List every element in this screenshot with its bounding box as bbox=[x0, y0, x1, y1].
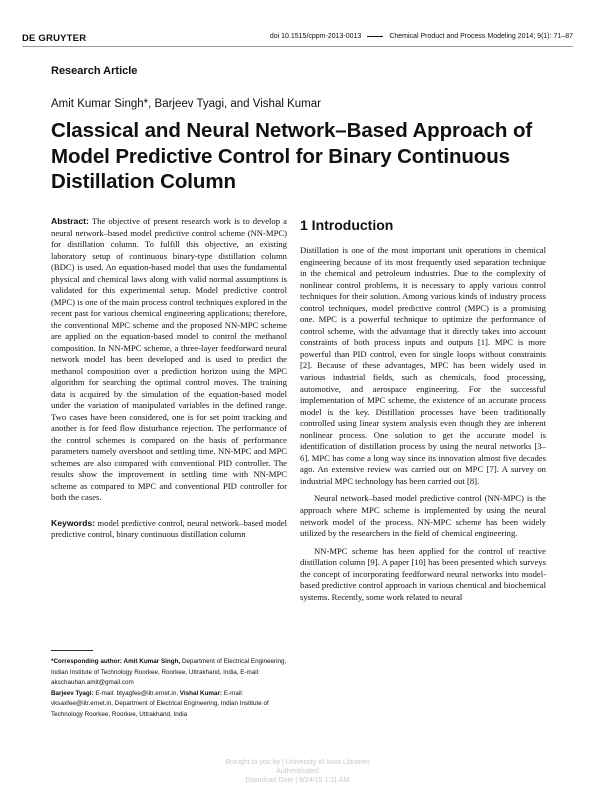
tyagi-email: E-mail: btyagfee@iitr.ernet.in, bbox=[95, 689, 179, 697]
author-list: Amit Kumar Singh*, Barjeev Tyagi, and Vishal Kumar bbox=[51, 98, 321, 110]
article-type: Research Article bbox=[51, 65, 138, 77]
watermark-line-1: Brought to you by | University of Iowa Libraries bbox=[225, 759, 370, 766]
watermark-line-2: Authenticated bbox=[276, 768, 319, 775]
corresponding-author-affiliation: Department of Electrical Engineering, Indian Institute of Technology Roorkee, Roorkee, Uttrakhand, India, E-mail: akschauhan.amit@gmail.com bbox=[51, 658, 287, 686]
right-column bbox=[300, 216, 546, 603]
abstract-label: Abstract: bbox=[51, 216, 89, 226]
journal-citation: Chemical Product and Process Modeling 2014; 9(1): 71–87 bbox=[389, 33, 573, 40]
intro-paragraph-2: Neural network–based model predictive control (NN-MPC) is the approach where MPC scheme is implemented by using the neural network model of the process. NN-MPC scheme has been widely utilized by the researchers in the field of chemical engineering. bbox=[300, 493, 546, 539]
header-rule bbox=[22, 46, 573, 47]
corresponding-author-label: *Corresponding author: Amit Kumar Singh, bbox=[51, 658, 181, 665]
header-dash bbox=[367, 36, 383, 37]
left-column bbox=[51, 216, 287, 541]
keywords-label: Keywords: bbox=[51, 517, 96, 528]
intro-paragraph-3: NN-MPC scheme has been applied for the control of reactive distillation column [9]. A paper [10] has been presented which surveys the concept of incorporating feedforward neural networks into model-based predictive control approach in various chemical and biochemical systems. Recently, some work related to neural bbox=[300, 545, 546, 602]
download-watermark bbox=[0, 758, 595, 785]
corresponding-author bbox=[51, 657, 291, 689]
intro-paragraph-1: Distillation is one of the most important unit operations in chemical engineering because of its most frequently used separation technique in the chemical and petroleum industries. Due to the complexity of nonlinear control problems, it is necessary to apply various control techniques for their solution. Among various kinds of industry process control techniques, model predictive control (MPC) is a promising one. MPC is a powerful technique to optimize the performance of control scheme, with the advantage that it directly takes into account constraints of both process inputs and outputs [1]. MPC is more powerful than PID control, even for single loops without constraints [2]. Because of these advantages, MPC has been widely used in various industrial fields, such as chemicals, food processing, automotive, and aerospace engineering. For the successful implementation of MPC scheme, the existence of an accurate process model is the key. Distillation processes have been traditionally controlled using linear system analysis even though they are inherent nonlinear process. One solution to get the accurate model is identification of distillation process by using the neural networks [3–6]. MPC has come a long way since its innovation almost five decades ago. An extensive review was carried out on MPC [7]. A survey on industrial MPC technology has been carried out [8]. bbox=[300, 245, 546, 486]
keywords-text: model predictive control, neural network–based model predictive control, binary continuous distillation column bbox=[51, 517, 287, 539]
tyagi-label: Barjeev Tyagi: bbox=[51, 689, 94, 697]
coauthor-tyagi bbox=[51, 689, 291, 721]
kumar-affiliation: E-mail: vksaxfee@iitr.ernet.in, Department of Electrical Engineering, Indian Institute of Technology Roorkee, Roorkee, Uttrakhand, India bbox=[51, 689, 269, 718]
publisher-name: DE GRUYTER bbox=[22, 33, 87, 44]
kumar-label: Vishal Kumar: bbox=[179, 689, 223, 697]
abstract bbox=[51, 216, 287, 504]
author-footnote bbox=[51, 657, 291, 720]
doi-text[interactable]: doi 10.1515/cppm-2013-0013 bbox=[269, 33, 362, 40]
keywords bbox=[51, 518, 287, 541]
abstract-text: The objective of present research work is to develop a neural network–based model predictive control scheme (NN-MPC) for distillation column. To fulfill this objective, an existing laboratory setup of continuous binary-type distillation column (BDC) is used. An equation-based model that uses the fundamental physical and chemical laws along with valid normal assumptions is validated for this experimental setup. Model predictive control (MPC) is one of the main process control techniques explored in the recent past for various chemical engineering applications; therefore, the conventional MPC scheme and the proposed NN-MPC scheme are applied on the equation-based model to control the methanol composition. In NN-MPC scheme, a three-layer feedforward neural network model has been developed and is used to predict the methanol composition over a prediction horizon using the MPC algorithm for searching the optimal control moves. The training data is acquired by the simulation of the equation-based model under the variation of manipulated variables in the defined range. Two cases have been considered, one is for set point tracking and another is for feed flow disturbance rejection. The performance of the control schemes is compared on the basis of performance parameters namely overshoot and settling time. NN-MPC and MPC schemes are also compared with conventional PID controller. The results show the improvement in settling time with NN-MPC scheme as compared to MPC and conventional PID controller for both the cases. bbox=[51, 216, 287, 502]
paper-title: Classical and Neural Network–Based Approach of Model Predictive Control for Binary Continuous Distillation Column bbox=[51, 119, 533, 193]
footnote-rule bbox=[51, 650, 93, 651]
journal-header bbox=[270, 33, 573, 40]
watermark-line-3: Download Date | 6/24/15 1:11 AM bbox=[245, 777, 350, 784]
section-heading-introduction: 1 Introduction bbox=[300, 217, 394, 233]
